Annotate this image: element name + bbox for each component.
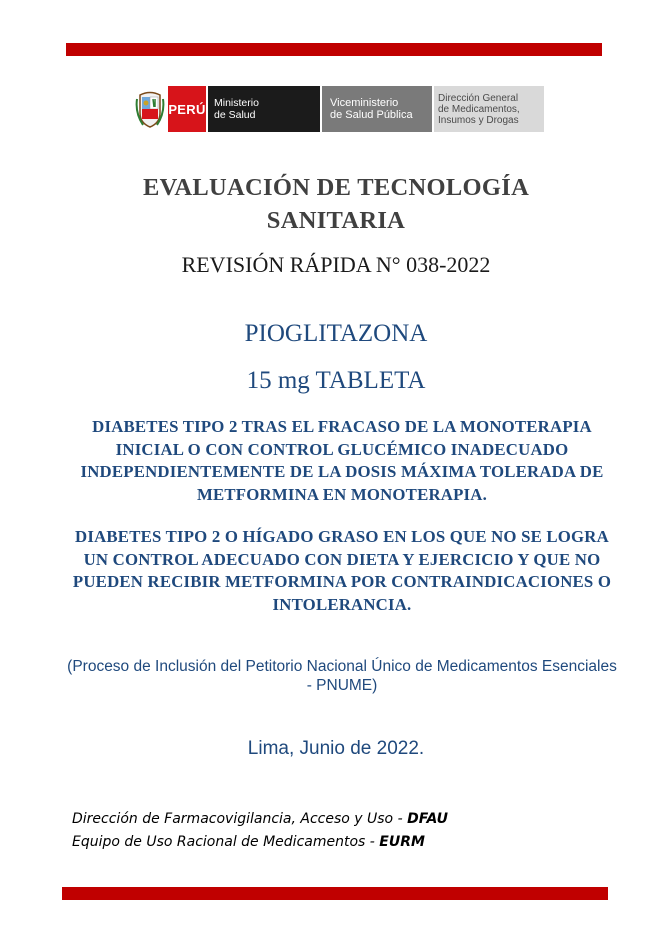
revision-number: REVISIÓN RÁPIDA N° 038-2022 xyxy=(181,252,491,277)
document-date: Lima, Junio de 2022. xyxy=(247,738,425,759)
drug-name: PIOGLITAZONA xyxy=(244,320,428,347)
direction-label: Dirección General de Medicamentos, Insumos y Drogas xyxy=(434,86,544,132)
drug-dose: 15 mg TABLETA xyxy=(246,367,426,394)
ministry-label: Ministerio de Salud xyxy=(208,86,320,132)
footer-line-1: Dirección de Farmacovigilancia, Acceso y Uso - DFAU xyxy=(72,811,449,827)
viceministry-label: Viceministerio de Salud Pública xyxy=(322,86,432,132)
bottom-red-bar xyxy=(62,887,608,900)
footer-line-2: Equipo de Uso Racional de Medicamentos - EURM xyxy=(72,834,425,850)
indication-2: DIABETES TIPO 2 O HÍGADO GRASO EN LOS QUE NO SE LOGRA UN CONTROL ADECUADO CON DIETA Y EJERCICIO Y QUE NO PUEDEN RECIBIR METFORMINA POR CONTRAINDICACIONES O INTOLERANCIA. xyxy=(72,527,612,614)
process-note: (Proceso de Inclusión del Petitorio Nacional Único de Medicamentos Esenciales - PNUME) xyxy=(67,658,617,694)
ministry-logo xyxy=(134,86,544,132)
coat-of-arms-icon xyxy=(134,86,166,132)
top-red-bar xyxy=(66,43,602,56)
peru-label: PERÚ xyxy=(168,86,206,132)
document-title: EVALUACIÓN DE TECNOLOGÍA SANITARIA xyxy=(142,174,530,234)
indication-1: DIABETES TIPO 2 TRAS EL FRACASO DE LA MONOTERAPIA INICIAL O CON CONTROL GLUCÉMICO INADECUADO INDEPENDIENTEMENTE DE LA DOSIS MÁXIMA TOLERADA DE METFORMINA EN MONOTERAPIA. xyxy=(80,417,604,504)
